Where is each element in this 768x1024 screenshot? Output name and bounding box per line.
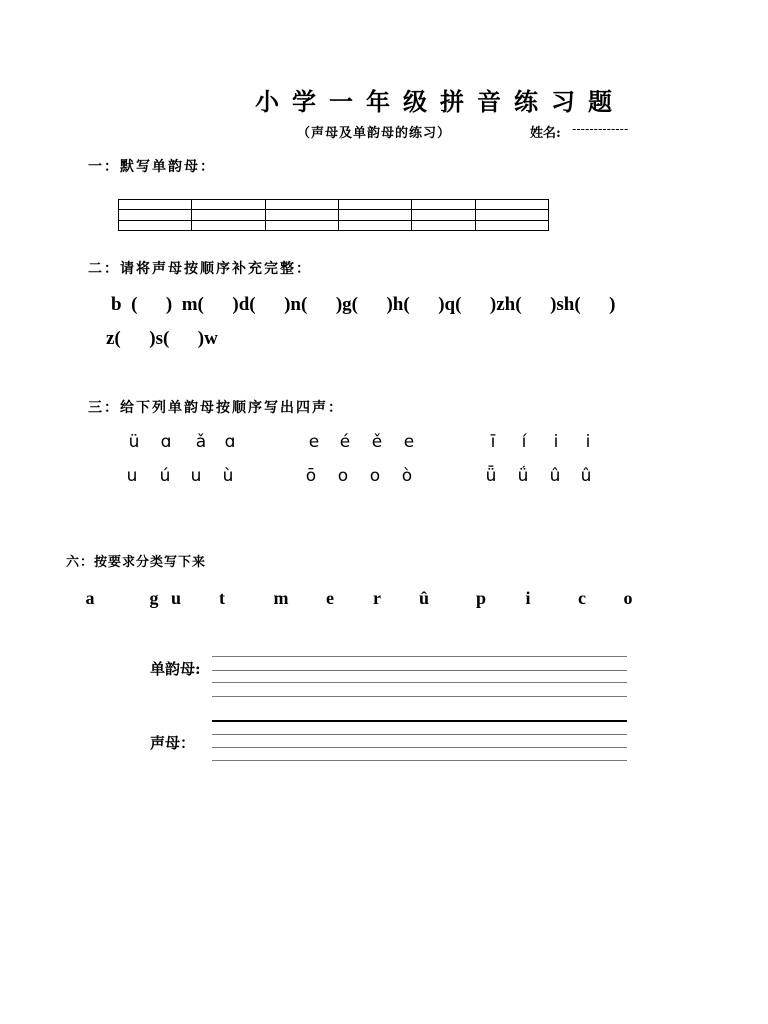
tone-mark: é: [339, 432, 351, 452]
grid-cell[interactable]: [119, 200, 192, 210]
answer-line[interactable]: [212, 670, 627, 671]
pinyin-letter: t: [219, 588, 225, 608]
answer-line[interactable]: [212, 696, 627, 697]
name-label: 姓名:: [530, 126, 561, 141]
tone-mark: i: [585, 432, 591, 452]
grid-cell[interactable]: [476, 210, 549, 220]
vowel-writing-grid: [118, 199, 549, 231]
grid-cell[interactable]: [266, 220, 339, 230]
section-1-heading: 一：默写单韵母：: [88, 159, 216, 175]
pinyin-letter: c: [578, 588, 586, 608]
worksheet-title: [255, 86, 625, 116]
grid-row: [119, 200, 549, 210]
grid-cell[interactable]: [412, 220, 476, 230]
section-2-heading: 二：请将声母按顺序补充完整：: [88, 261, 312, 277]
tone-mark: ǖ: [485, 466, 497, 486]
grid-cell[interactable]: [192, 210, 266, 220]
pinyin-letter: g: [149, 588, 159, 608]
tone-mark: ɑ: [160, 432, 172, 452]
pinyin-letter: p: [475, 588, 486, 608]
answer-line[interactable]: [212, 682, 627, 683]
section-3-heading: 三：给下列单韵母按顺序写出四声：: [88, 400, 344, 416]
tone-mark: o: [369, 466, 381, 486]
vowels-label: 单韵母:: [150, 660, 201, 678]
tone-mark: u: [126, 466, 138, 486]
grid-cell[interactable]: [266, 210, 339, 220]
grid-cell[interactable]: [192, 220, 266, 230]
pinyin-letter: u: [170, 588, 181, 608]
initials-sequence-line-2: z( )s( )w: [106, 328, 218, 349]
tone-mark: ú: [159, 466, 171, 486]
grid-cell[interactable]: [476, 220, 549, 230]
initials-sequence-line-1: b ( ) m( )d( )n( )g( )h( )q( )zh( )sh( ): [111, 294, 616, 315]
tone-mark: ō: [305, 466, 317, 486]
tone-mark: e: [403, 432, 415, 452]
tone-mark: e: [308, 432, 320, 452]
answer-line[interactable]: [212, 720, 627, 722]
pinyin-letter: o: [623, 588, 633, 608]
tone-mark: o: [337, 466, 349, 486]
tone-mark: û: [580, 466, 592, 486]
grid-cell[interactable]: [339, 210, 412, 220]
tone-mark: ě: [371, 432, 383, 452]
pinyin-letter: i: [525, 588, 531, 608]
pinyin-letter: r: [373, 588, 381, 608]
tone-mark: ī: [490, 432, 496, 452]
initials-label: 声母：: [150, 734, 196, 752]
grid-row: [119, 220, 549, 230]
grid-cell[interactable]: [119, 210, 192, 220]
grid-cell[interactable]: [119, 220, 192, 230]
answer-line[interactable]: [212, 747, 627, 748]
grid-cell[interactable]: [476, 200, 549, 210]
section-6-heading: 六：按要求分类写下来: [66, 555, 207, 570]
grid-cell[interactable]: [412, 210, 476, 220]
name-blank: -------------: [572, 122, 629, 136]
tone-mark: ɑ: [224, 432, 236, 452]
tone-mark: í: [521, 432, 527, 452]
grid-cell[interactable]: [412, 200, 476, 210]
answer-line[interactable]: [212, 656, 627, 657]
pinyin-letter: m: [273, 588, 289, 608]
worksheet-subtitle: （声母及单韵母的练习）: [297, 126, 452, 141]
tone-mark: i: [553, 432, 559, 452]
answer-line[interactable]: [212, 734, 627, 735]
pinyin-letter: û: [418, 588, 429, 608]
tone-mark: ü: [128, 432, 140, 452]
worksheet-title-text: 小学一年级拼音练习题: [255, 87, 625, 116]
tone-mark: u: [190, 466, 202, 486]
tone-mark: û: [549, 466, 561, 486]
tone-mark: ǎ: [195, 432, 207, 452]
grid-cell[interactable]: [339, 220, 412, 230]
grid-cell[interactable]: [339, 200, 412, 210]
tone-mark: ǘ: [517, 466, 529, 486]
tone-mark: ò: [401, 466, 413, 486]
grid-cell[interactable]: [192, 200, 266, 210]
answer-line[interactable]: [212, 760, 627, 761]
tone-mark: ù: [222, 466, 234, 486]
pinyin-letter: a: [85, 588, 95, 608]
grid-cell[interactable]: [266, 200, 339, 210]
grid-row: [119, 210, 549, 220]
pinyin-letter: e: [326, 588, 334, 608]
